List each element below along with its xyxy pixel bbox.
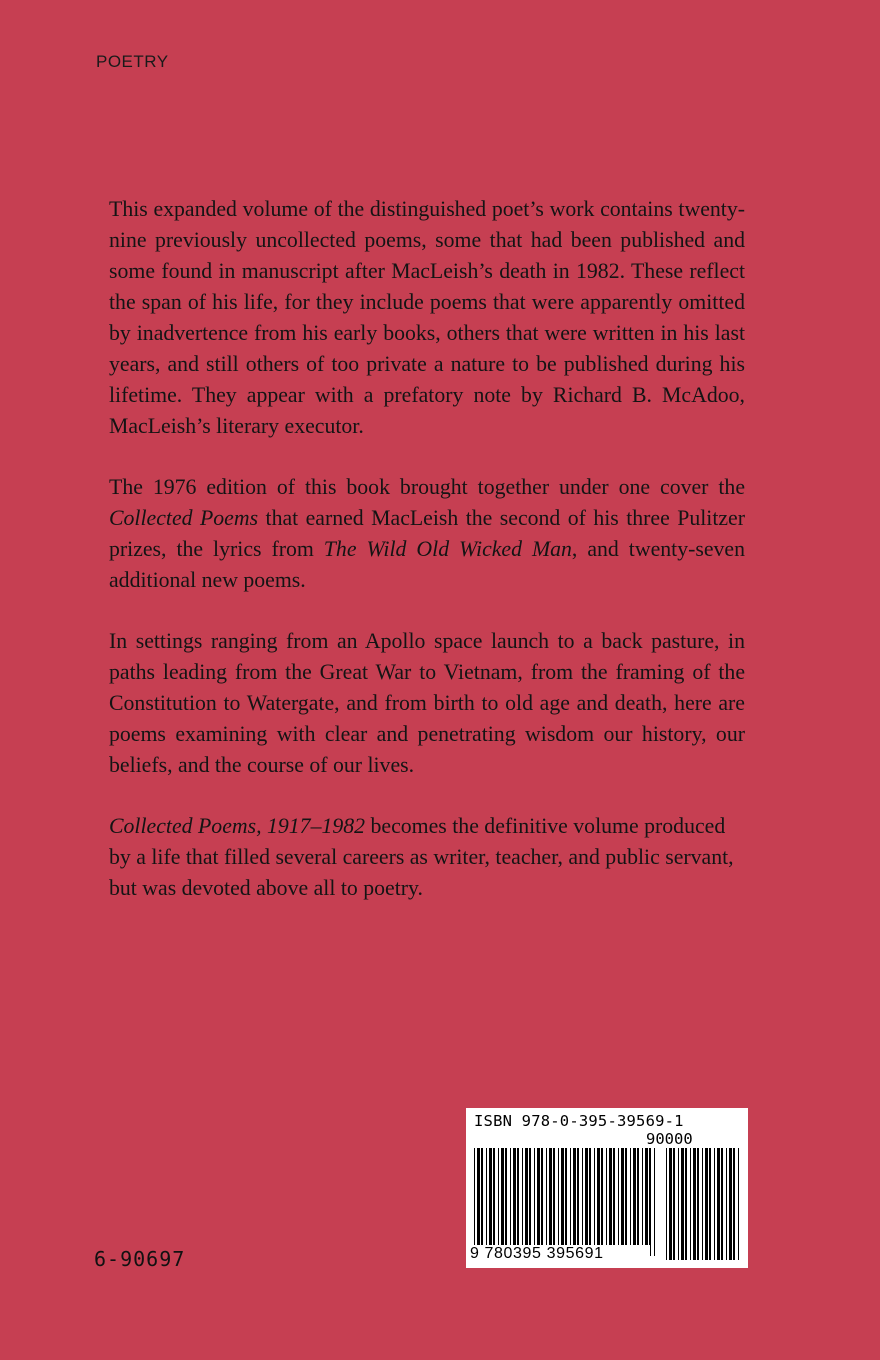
barcode-bar [541,1148,543,1256]
barcode-bar [553,1148,555,1256]
barcode-bar [589,1148,591,1256]
barcode-bar [474,1148,475,1256]
barcode-bar [510,1148,511,1256]
barcode-bar [625,1148,627,1256]
price-addon-bars [666,1148,742,1260]
ean-barcode-bars [474,1148,660,1256]
barcode-bar [597,1148,600,1256]
blurb-paragraph-2: The 1976 edition of this book brought together under one cover the Collected Poems that earned MacLeish the second of his three Pulitzer prizes, the lyrics from The Wild Old Wicked Man, and twenty-seven additional new poems. [109,475,745,592]
blurb-paragraph-1: This expanded volume of the distinguished poet’s work contains twenty-nine previously uncollected poems, some that had been published and some found in manuscript after MacLeish’s death in 1982. These reflect the span of his life, for they include poems that were apparently omitted by inadvertence from his early books, others that were written in his last years, and still others of too private a nature to be published during his lifetime. They appear with a prefatory note by Richard B. McAdoo, MacLeish’s literary executor. [109,197,745,438]
barcode-bar [570,1148,571,1256]
barcode-bar [729,1148,732,1260]
barcode-bar [733,1148,735,1260]
barcode-bar [738,1148,739,1260]
barcode-bar [693,1148,696,1260]
barcode-bar [678,1148,679,1260]
barcode-bar [709,1148,711,1260]
barcode-bar [681,1148,684,1260]
barcode-bar [558,1148,559,1256]
barcode-bar [654,1148,655,1256]
barcode-bar [501,1148,504,1256]
barcode-bar [721,1148,723,1260]
barcode-bar [565,1148,567,1256]
barcode-bar [505,1148,507,1256]
barcode-bar [690,1148,691,1260]
barcode-bar [606,1148,607,1256]
title-collected-poems: Collected Poems [109,506,259,530]
barcode-bar [585,1148,588,1256]
barcode-bar [697,1148,699,1260]
barcode-bar [517,1148,519,1256]
barcode-bar [561,1148,564,1256]
price-code: 90000 [646,1130,693,1148]
barcode-bar [582,1148,583,1256]
barcode-bar [609,1148,612,1256]
barcode-bar [645,1148,648,1256]
barcode-bar [601,1148,603,1256]
isbn-barcode [466,1108,748,1268]
blurb-paragraph-3: In settings ranging from an Apollo space launch to a back pasture, in paths leading from the Great War to Vietnam, from the framing of the Constitution to Watergate, and from birth to old age and death, here are poems examining with clear and penetrating wisdom our history, our beliefs, and the course of our lives. [109,629,745,777]
barcode-bar [717,1148,720,1260]
stock-code: 6-90697 [94,1247,186,1271]
barcode-bar [489,1148,492,1256]
barcode-bar [630,1148,631,1256]
barcode-bar [642,1148,643,1256]
title-collected-poems-dates: Collected Poems, 1917–1982 [109,814,366,838]
barcode-bar [613,1148,615,1256]
barcode-bar [577,1148,579,1256]
barcode-bar [685,1148,687,1260]
barcode-bar [637,1148,639,1256]
barcode-bar [649,1148,651,1256]
barcode-bar [529,1148,531,1256]
barcode-bar [525,1148,528,1256]
barcode-bar [594,1148,595,1256]
barcode-bar [726,1148,727,1260]
title-wild-old-wicked-man: The Wild Old Wicked Man [323,537,572,561]
blurb-paragraph-4: Collected Poems, 1917–1982 becomes the definitive volume produced by a life that filled several careers as writer, teacher, and public servant, but was devoted above all to poetry. [109,814,734,900]
barcode-bar [702,1148,703,1260]
barcode-bar [669,1148,672,1260]
barcode-bar [546,1148,547,1256]
barcode-bar [633,1148,636,1256]
barcode-bar [534,1148,535,1256]
barcode-bar [537,1148,540,1256]
barcode-bar [618,1148,619,1256]
barcode-bar [666,1148,667,1260]
barcode-bar [673,1148,675,1260]
barcode-bar [705,1148,708,1260]
barcode-bar [573,1148,576,1256]
barcode-bar [522,1148,523,1256]
barcode-bar [621,1148,624,1256]
barcode-bar [513,1148,516,1256]
isbn-label: ISBN 978-0-395-39569-1 [474,1112,684,1130]
barcode-bar [477,1148,480,1256]
ean-digits: 9 780395 395691 [470,1245,650,1263]
barcode-bar [549,1148,552,1256]
back-cover-blurb [109,194,745,934]
barcode-bar [498,1148,499,1256]
barcode-bar [714,1148,715,1260]
barcode-bar [486,1148,487,1256]
barcode-bar [493,1148,495,1256]
category-label: POETRY [96,52,169,71]
barcode-bar [481,1148,483,1256]
